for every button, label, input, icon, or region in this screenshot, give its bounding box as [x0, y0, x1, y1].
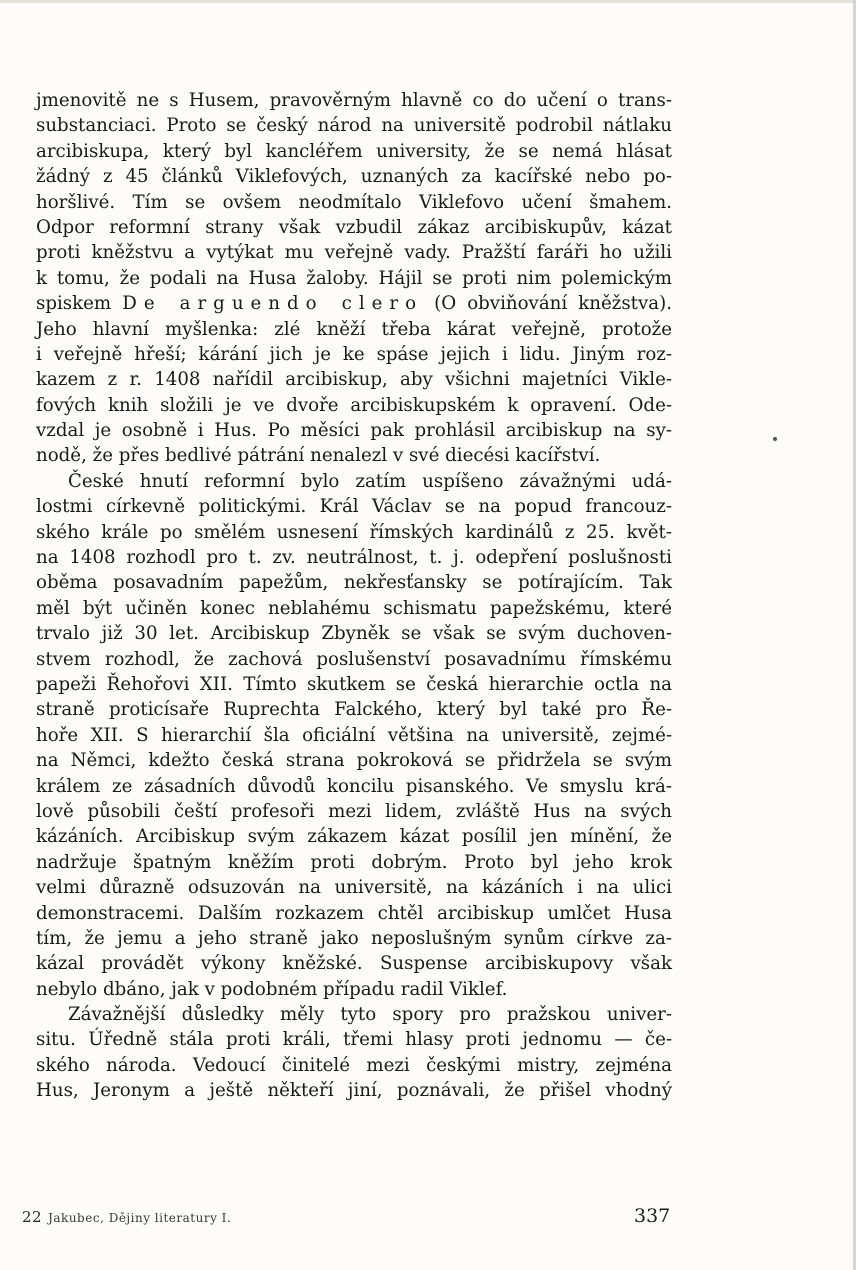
page-number: 337: [634, 1205, 671, 1227]
text-line: na 1408 rozhodl pro t. zv. neutrálnost, t. j. odepření poslušnosti: [36, 547, 672, 569]
text-line: králem ze zásadních důvodů koncilu pisanského. Ve smyslu krá-: [36, 775, 672, 797]
text-line: Jeho hlavní myšlenka: zlé kněží třeba kárat veřejně, protože: [36, 318, 672, 340]
text-line: Odpor reformní strany však vzbudil zákaz arcibiskupův, kázat: [36, 216, 672, 238]
text-line: trvalo již 30 let. Arcibiskup Zbyněk se však se svým duchoven-: [36, 623, 672, 645]
body-text: [36, 88, 672, 1104]
text-line: oběma posavadním papežům, nekřesťansky se potírajícím. Tak: [36, 572, 672, 594]
text-line: k tomu, že podali na Husa žaloby. Hájil se proti nim polemickým: [36, 267, 672, 289]
text-line: na Němci, kdežto česká strana pokroková se přidržela se svým: [36, 750, 672, 772]
text-line: ského krále po smělém usnesení římských kardinálů z 25. květ-: [36, 521, 672, 543]
text-line: nodě, že přes bedlivé pátrání nenalezl v své diecési kacířství.: [36, 445, 601, 467]
text-line: papeži Řehořovi XII. Tímto skutkem se česká hierarchie octla na: [36, 673, 672, 695]
text-line: kazem z r. 1408 nařídil arcibiskup, aby všichni majetníci Vikle-: [36, 369, 672, 391]
text-line: lově působili čeští profesoři mezi lidem, zvláště Hus na svých: [36, 800, 672, 822]
text-line: stvem rozhodl, že zachová poslušenství posavadnímu římskému: [36, 648, 672, 670]
text-line: kázal provádět výkony kněžské. Suspense arcibiskupovy však: [36, 953, 672, 975]
ink-speck: [773, 437, 777, 441]
text-line: horšlivé. Tím se ovšem neodmítalo Viklefovo učení šmahem.: [36, 191, 672, 213]
text-fragment: spiskem: [36, 293, 112, 315]
signature-text: Jakubec, Dějiny literatury I.: [48, 1211, 232, 1225]
text-line: měl být učiněn konec neblahému schismatu papežskému, které: [36, 597, 672, 619]
text-line: nebylo dbáno, jak v podobném případu radil Viklef.: [36, 978, 508, 1000]
text-line: žádný z 45 článků Viklefových, uznaných za kacířské nebo po-: [36, 166, 672, 188]
text-line: nadržuje špatným kněžím proti dobrým. Proto byl jeho krok: [36, 851, 672, 873]
text-line: velmi důrazně odsuzován na universitě, na kázáních i na ulici: [36, 877, 672, 899]
text-line-with-title: [36, 291, 672, 316]
text-line: straně proticísaře Ruprechta Falckého, který byl také pro Ře-: [36, 699, 672, 721]
text-line: kázáních. Arcibiskup svým zákazem kázat posílil jen mínění, že: [36, 826, 672, 848]
work-title: De arguendo clero: [122, 293, 424, 315]
text-line: tím, že jemu a jeho straně jako neposlušným synům církve za-: [36, 927, 672, 949]
text-line: demonstracemi. Dalším rozkazem chtěl arcibiskup umlčet Husa: [36, 902, 672, 924]
text-line: i veřejně hřeší; kárání jich je ke spáse jejich i lidu. Jiným roz-: [36, 343, 672, 365]
page-top-edge: [0, 0, 856, 3]
text-line: substanciaci. Proto se český národ na universitě podrobil nátlaku: [36, 115, 672, 137]
signature-number: 22: [22, 1208, 43, 1226]
text-line: jmenovitě ne s Husem, pravověrným hlavně co do učení o trans-: [36, 90, 672, 111]
text-line: lostmi církevně politickými. Král Václav se na popud francouz-: [36, 496, 672, 518]
text-line: vzdal je osobně i Hus. Po měsíci pak prohlásil arcibiskup na sy-: [36, 420, 672, 442]
paragraph-first-line: Závažnější důsledky měly tyto spory pro pražskou univer-: [68, 1004, 672, 1026]
text-line: fových knih složili je ve dvoře arcibiskupském k opravení. Ode-: [36, 394, 672, 416]
paragraph-first-line: České hnutí reformní bylo zatím uspíšeno závažnými udá-: [68, 470, 672, 492]
text-line: Hus, Jeronym a ještě někteří jiní, poznávali, že přišel vhodný: [36, 1080, 672, 1102]
text-line: situ. Úředně stála proti králi, třemi hlasy proti jednomu — če-: [36, 1029, 672, 1051]
text-line: hoře XII. S hierarchií šla oficiální většina na universitě, zejmé-: [36, 724, 672, 746]
printer-signature: [22, 1208, 231, 1226]
text-line: arcibiskupa, který byl kancléřem university, že se nemá hlásat: [36, 140, 672, 162]
text-line: ského národa. Vedoucí činitelé mezi českými mistry, zejména: [36, 1054, 672, 1076]
text-fragment: (O obviňování kněžstva).: [434, 293, 672, 315]
text-line: proti kněžstvu a vytýkat mu veřejně vady. Pražští faráři ho užili: [36, 242, 672, 264]
